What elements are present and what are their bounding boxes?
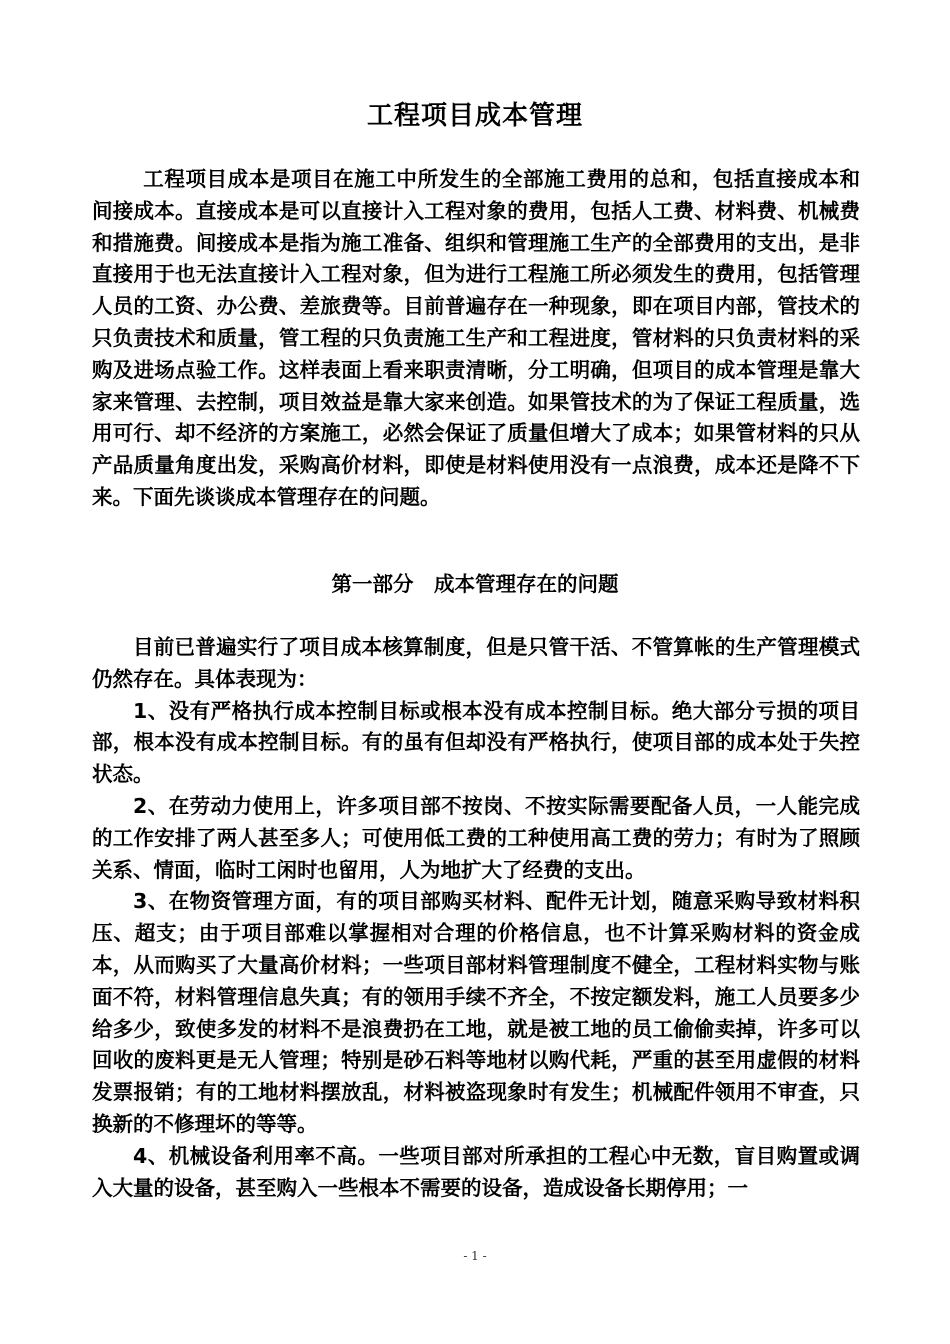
problem-item-3: 3、在物资管理方面，有的项目部购买材料、配件无计划，随意采购导致材料积压、超支；由于项目部难以掌握相对合理的价格信息，也不计算采购材料的资金成本，从而购买了大量高价材料；一些项目部材料管理制度不健全，工程材料实物与账面不符，材料管理信息失真；有的领用手续不齐全，不按定额发料，施工人员要多少给多少，致使多发的材料不是浪费扔在工地，就是被工地的员工偷偷卖掉，许多可以回收的废料更是无人管理；特别是砂石料等地材以购代耗，严重的甚至用虚假的材料发票报销；有的工地材料摆放乱，材料被盗现象时有发生；机械配件领用不审查，只换新的不修理坏的等等。	[92, 889, 860, 1136]
problem-item-2: 2、在劳动力使用上，许多项目部不按岗、不按实际需要配备人员，一人能完成的工作安排了两人甚至多人；可使用低工费的工种使用高工费的劳力；有时为了照顾关系、情面，临时工闲时也留用，人为地扩大了经费的支出。	[92, 793, 860, 882]
section-heading: 第一部分 成本管理存在的问题	[331, 572, 619, 596]
intro-section	[92, 164, 860, 514]
page-number: - 1 -	[463, 1249, 487, 1263]
section-intro-paragraph: 目前已普遍实行了项目成本核算制度，但是只管干活、不管算帐的生产管理模式仍然存在。具体表现为：	[92, 635, 860, 691]
document-title: 工程项目成本管理	[366, 101, 583, 131]
intro-paragraph: 工程项目成本是项目在施工中所发生的全部施工费用的总和，包括直接成本和间接成本。直接成本是可以直接计入工程对象的费用，包括人工费、材料费、机械费和措施费。间接成本是指为施工准备、组织和管理施工生产的全部费用的支出，是非直接用于也无法直接计入工程对象，但为进行工程施工所必须发生的费用，包括管理人员的工资、办公费、差旅费等。目前普遍存在一种现象，即在项目内部，管技术的只负责技术和质量，管工程的只负责施工生产和工程进度，管材料的只负责材料的采购及进场点验工作。这样表面上看来职责清晰，分工明确，但项目的成本管理是靠大家来管理、去控制，项目效益是靠大家来创造。如果管技术的为了保证工程质量，选用可行、却不经济的方案施工，必然会保证了质量但增大了成本；如果管材料的只从产品质量角度出发，采购高价材料，即使是材料使用没有一点浪费，成本还是降不下来。下面先谈谈成本管理存在的问题。	[92, 167, 860, 509]
problem-item-1: 1、没有严格执行成本控制目标或根本没有成本控制目标。绝大部分亏损的项目部，根本没有成本控制目标。有的虽有但却没有严格执行，使项目部的成本处于失控状态。	[92, 698, 860, 787]
problem-item-4: 4、机械设备利用率不高。一些项目部对所承担的工程心中无数，盲目购置或调入大量的设备，甚至购入一些根本不需要的设备，造成设备长期停用；一	[92, 1143, 860, 1200]
problems-section	[92, 632, 860, 1204]
